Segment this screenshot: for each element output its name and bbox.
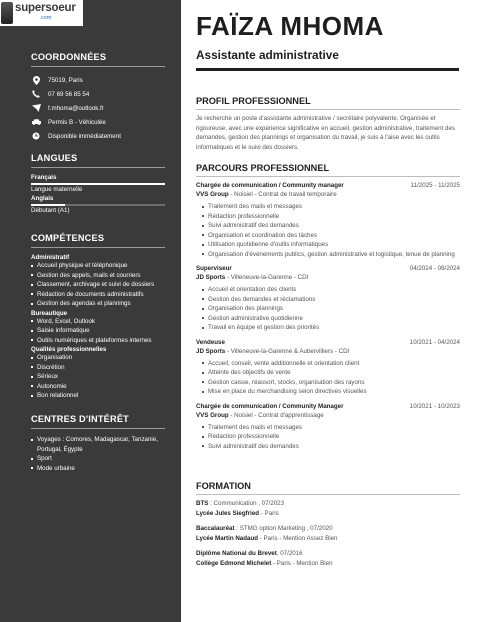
- job-dates: 10/2021 - 10/2023: [409, 402, 460, 410]
- degree: Diplôme National du Brevet: [196, 550, 277, 557]
- job-role: Superviseur: [196, 265, 232, 272]
- job-role: Vendeuse: [196, 338, 225, 346]
- job-company: VVS Group: [196, 411, 229, 419]
- contact-address: 75019, Paris: [31, 73, 165, 87]
- school: Collège Edmond Michelet: [196, 559, 272, 567]
- school: Lycée Martin Nadaud: [196, 534, 259, 542]
- list-item: Accueil et orientation des clients: [202, 285, 460, 295]
- profile-title: PROFIL PROFESSIONNEL: [196, 96, 460, 110]
- degree-field: : Communication , 07/2023: [208, 500, 285, 507]
- skills-title: COMPÉTENCES: [31, 233, 165, 248]
- job-role: Chargée de communication / Community Manager: [196, 402, 344, 410]
- job-dates: 04/2024 - 08/2024: [409, 265, 460, 272]
- list-item: Autonomie: [31, 382, 165, 392]
- list-item: Organisation: [31, 353, 165, 363]
- school: Lycée Jules Siegfried: [196, 509, 260, 517]
- school-place: - Paris - Mention Assez Bien: [258, 534, 338, 542]
- degree: Baccalauréat: [196, 525, 235, 532]
- education-section: [196, 481, 460, 574]
- list-item: Atteinte des objectifs de vente: [202, 368, 460, 378]
- language-level-bar: [31, 183, 165, 185]
- interests-title: CENTRES D'INTÉRÊT: [31, 414, 165, 429]
- list-item: Rédaction professionnelle: [202, 212, 460, 222]
- job-company: JD Sports: [196, 274, 226, 281]
- task-list: [202, 202, 460, 259]
- skills-section: [31, 233, 165, 401]
- list-item: Gestion des agendas et plannings: [31, 299, 165, 309]
- list-item: Gestion caisse, réassort, stocks, organisation des rayons: [202, 378, 460, 388]
- list-item: Rédaction de documents administratifs: [31, 290, 165, 300]
- list-item: Word, Excel, Outlook: [31, 317, 165, 327]
- contact-title: COORDONNÉES: [31, 52, 165, 67]
- list-item: Gestion des appels, mails et courriers: [31, 271, 165, 281]
- list-item: Saisie informatique: [31, 326, 165, 336]
- job-role: Chargée de communication / Community manager: [196, 182, 344, 189]
- list-item: Organisation des plannings: [202, 304, 460, 314]
- job-details: - Noisiel - Contrat de travail temporaire: [228, 191, 337, 198]
- contact-section: [31, 52, 165, 143]
- header-divider: [196, 68, 459, 71]
- list-item: Suivi administratif des demandes: [202, 442, 460, 452]
- list-item: Rédaction professionnelle: [202, 432, 460, 442]
- job-details: - Villeneuve-la-Garenne & Aubervilliers - CDI: [225, 347, 350, 355]
- list-item: Traitement des mails et messages: [202, 423, 460, 433]
- profile-section: [196, 96, 460, 152]
- list-item: Travail en équipe et gestion des priorités: [202, 323, 460, 333]
- language-level-bar: [31, 204, 165, 206]
- list-item: Utilisation quotidienne d'outils informatiques: [202, 240, 460, 250]
- job-entry: [196, 402, 460, 452]
- language-item: Français Langue maternelle: [31, 174, 165, 193]
- contact-phone[interactable]: 07 69 56 85 54: [31, 87, 165, 101]
- list-item: Sport: [31, 454, 165, 464]
- logo-domain: .com: [39, 14, 52, 21]
- list-item: Organisation d'événements publics, gestion administrative et logistique, tenue de planning: [202, 250, 460, 260]
- skill-category: Bureautique: [31, 309, 68, 317]
- job-title: Assistante administrative: [196, 48, 339, 62]
- contact-availability: Disponible immédiatement: [31, 129, 165, 143]
- job-details: - Noisiel - Contrat d'apprentissage: [228, 411, 324, 419]
- degree-field: , 07/2016: [276, 550, 303, 557]
- page-title: FAÏZA MHOMA: [196, 11, 384, 41]
- education-title: FORMATION: [196, 481, 460, 495]
- list-item: Suivi administratif des demandes: [202, 221, 460, 231]
- location-icon: [31, 75, 41, 85]
- contact-license: Permis B - Véhiculée: [31, 115, 165, 129]
- education-entry: [196, 524, 460, 543]
- job-entry: [196, 338, 460, 397]
- task-list: [202, 359, 460, 397]
- job-company: JD Sports: [196, 347, 226, 355]
- list-item: Gestion administrative quotidienne: [202, 314, 460, 324]
- languages-title: LANGUES: [31, 153, 165, 168]
- logo-brand: supersoeur: [15, 2, 76, 14]
- education-entry: [196, 499, 460, 518]
- logo-icon: [1, 2, 13, 24]
- list-item: Outils numériques et plateformes internes: [31, 336, 165, 346]
- skill-category: Administratif: [31, 254, 70, 261]
- interests-list: [31, 435, 165, 473]
- clock-icon: [31, 131, 41, 141]
- site-logo[interactable]: [0, 0, 83, 26]
- list-item: Gestion des demandes et réclamations: [202, 295, 460, 305]
- list-item: Mode urbaine: [31, 464, 165, 474]
- list-item: Classement, archivage et suivi de dossiers: [31, 280, 165, 290]
- phone-icon: [31, 89, 41, 99]
- contact-email[interactable]: f.mhoma@outlook.fr: [31, 101, 165, 115]
- skill-list: [31, 353, 165, 401]
- job-entry: [196, 264, 460, 333]
- job-details: - Villeneuve-la-Garenne - CDI: [225, 274, 309, 281]
- skill-category: Qualités professionnelles: [31, 346, 107, 353]
- task-list: [202, 285, 460, 333]
- list-item: Organisation et coordination des tâches: [202, 231, 460, 241]
- experience-section: [196, 163, 460, 451]
- degree-field: : STMG option Marketing , 07/2020: [234, 525, 333, 532]
- school-place: - Paris: [259, 509, 279, 517]
- job-company: VVS Group: [196, 191, 229, 198]
- list-item: Sérieux: [31, 372, 165, 382]
- languages-section: [31, 153, 165, 216]
- list-item: Voyages : Comores, Madagascar, Tanzanie, Portugal, Égypte: [31, 435, 165, 454]
- education-entry: [196, 549, 460, 568]
- list-item: Bon relationnel: [31, 391, 165, 401]
- email-icon: [31, 103, 41, 113]
- interests-section: [31, 414, 165, 473]
- experience-title: PARCOURS PROFESSIONNEL: [196, 163, 460, 177]
- profile-text: Je recherche un poste d'assistante administrative / secrétaire polyvalente. Organisée et rigoureuse, avec une expérience significative en accueil, gestion administrative, traitement des demandes, gestion des plannings et organisation du travail, je suis à l'aise avec les outils informatiques et le suivi des dossiers.: [196, 115, 455, 151]
- job-entry: [196, 181, 460, 259]
- car-icon: [31, 117, 41, 127]
- job-dates: 10/2021 - 04/2024: [409, 338, 460, 346]
- task-list: [202, 423, 460, 452]
- list-item: Discrétion: [31, 363, 165, 373]
- job-dates: 11/2025 - 11/2025: [410, 182, 460, 189]
- list-item: Accueil, conseil, vente additionnelle et orientation client: [202, 359, 460, 369]
- list-item: Mise en place du merchandising selon directives visuelles: [202, 387, 460, 397]
- sidebar: [0, 0, 181, 622]
- list-item: Traitement des mails et messages: [202, 202, 460, 212]
- language-item: Anglais Débutant (A1): [31, 195, 165, 214]
- list-item: Accueil physique et téléphonique: [31, 261, 165, 271]
- skill-list: [31, 317, 165, 346]
- school-place: - Paris - Mention Bien: [271, 559, 333, 567]
- skill-list: [31, 261, 165, 309]
- degree: BTS: [196, 500, 209, 507]
